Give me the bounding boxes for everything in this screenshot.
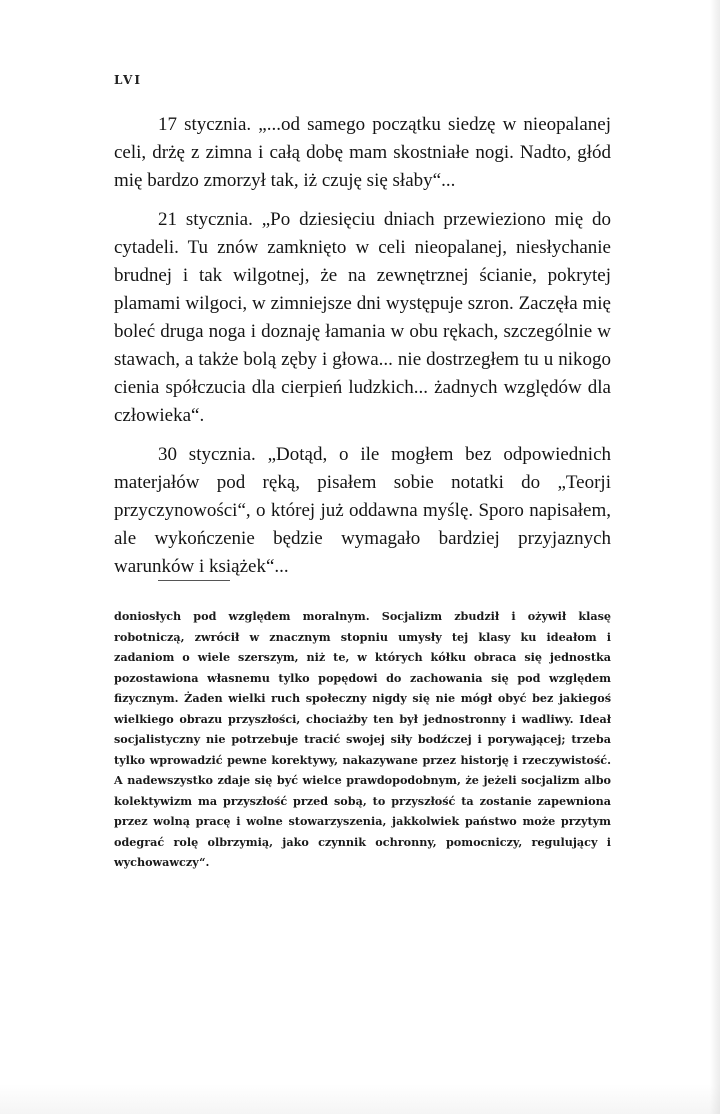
footnote: doniosłych pod względem moralnym. Socjalizm zbudził i ożywił klasę robotniczą, zwrócił w znacznym stopniu umysły tej klasy ku ideałom i zadaniom o wiele szerszym, niż te, w których kółku obraca się jednostka pozostawiona własnemu tylko popędowi do zachowania się pod względem fizycznym. Żaden wielki ruch społeczny nigdy się nie mógł obyć bez jakiegoś wielkiego obrazu przyszłości, chociażby ten był jednostronny i wadliwy. Ideał socjalistyczny nie potrzebuje tracić swojej siły bodźczej i porywającej; trzeba tylko wprowadzić pewne korektywy, nakazywane przez historję i rzeczywistość. A nadewszystko zdaje się być wielce prawdopodobnym, że jeżeli socjalizm albo kolektywizm ma przyszłość przed sobą, to przyszłość ta zostanie zapewniona przez wolną pracę i wolne stowarzyszenia, jakkolwiek państwo może przytym odegrać rolę olbrzymią, jako czynnik ochronny, pomocniczy, regulujący i wychowawczy“.: [114, 609, 611, 869]
page-number: LVI: [114, 73, 142, 87]
main-text: [114, 111, 611, 581]
page-bottom-shadow: [0, 1084, 720, 1114]
paragraph-jan-21: 21 stycznia. „Po dziesięciu dniach przewieziono mię do cytadeli. Tu znów zamknięto w celi nieopalanej, niesłychanie brudnej i tak wilgotnej, że na zewnętrznej ścianie, pokrytej plamami wilgoci, w zimniejsze dni występuje szron. Zaczęła mię boleć druga noga i doznaję łamania w obu rękach, szczególnie w stawach, a także bolą zęby i głowa... nie dostrzegłem tu u nikogo cienia spółczucia dla cierpień ludzkich... żadnych względów dla człowieka“.: [114, 209, 611, 426]
page-edge-shadow: [710, 0, 720, 1114]
paragraph-jan-30: 30 stycznia. „Dotąd, o ile mogłem bez odpowiednich materjałów pod ręką, pisałem sobie notatki do „Teorji przyczynowości“, o której już oddawna myślę. Sporo napisałem, ale wykończenie będzie wymagało bardziej przyjaznych warunków i książek“...: [114, 444, 611, 577]
paragraph-jan-17: 17 stycznia. „...od samego początku siedzę w nieopalanej celi, drżę z zimna i całą dobę mam skostniałe nogi. Nadto, głód mię bardzo zmorzył tak, iż czuję się słaby“...: [114, 114, 611, 191]
footnote-divider: [158, 580, 230, 581]
